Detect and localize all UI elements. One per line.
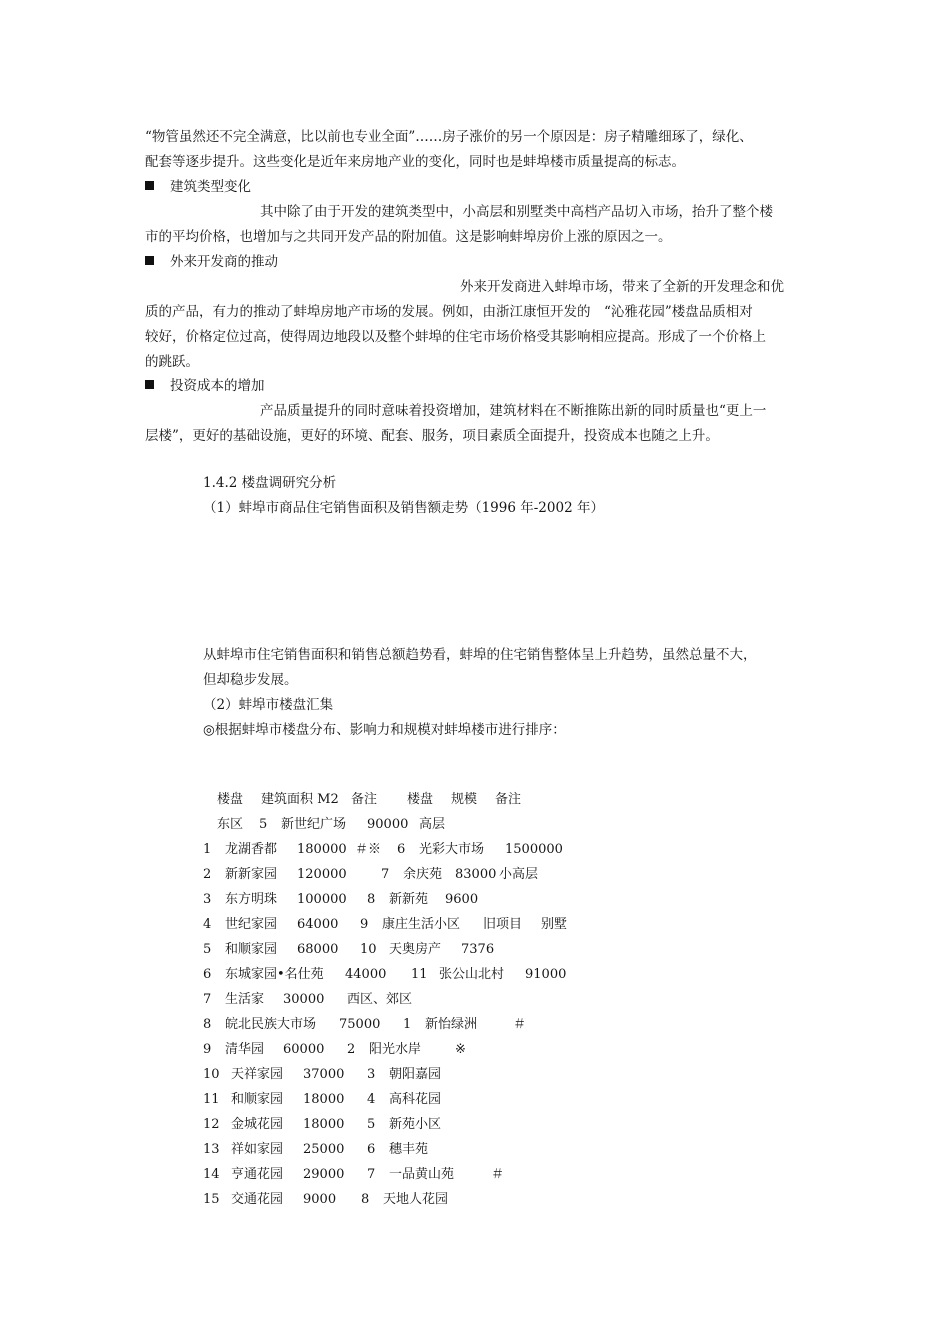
table-cell: 3 [203,892,212,907]
section-line: 产品质量提升的同时意味着投资增加，建筑材料在不断推陈出新的同时质量也“更上一 [260,403,767,419]
section-heading-text: 投资成本的增加 [170,378,265,394]
table-cell: 张公山北村 [439,967,505,982]
table-cell: 30000 [283,992,325,1007]
table-cell: 7 [203,992,212,1007]
table-cell: 和顺家园 [225,942,278,957]
table-cell: 8 [367,892,376,907]
table-cell: 天地人花园 [383,1192,449,1207]
table-cell: 18000 [303,1092,345,1107]
table-cell: 清华园 [225,1042,265,1057]
table-cell: ＃ [513,1017,527,1032]
table-cell: 新世纪广场 [281,817,347,832]
table-cell: 13 [203,1142,220,1157]
table-cell: 1 [203,842,212,857]
table-header-cell: 备注 [351,792,378,807]
table-cell: 6 [203,967,212,982]
subsection-title: 1.4.2 楼盘调研究分析 [203,475,337,491]
table-cell: 亨通花园 [231,1167,284,1182]
table-cell: 11 [411,967,428,982]
table-cell: 60000 [283,1042,325,1057]
table-cell: 西区、郊区 [347,992,413,1007]
section-line: 的跳跃。 [145,354,199,370]
table-cell: 4 [367,1092,376,1107]
table-cell: 东城家园•名仕苑 [225,967,324,982]
table-cell: 一品黄山苑 [389,1167,455,1182]
table-cell: 18000 [303,1117,345,1132]
table-cell: 小高层 [499,867,539,882]
bullet-square-icon [145,380,154,389]
table-cell: 朝阳嘉园 [389,1067,442,1082]
table-cell: 世纪家园 [225,917,278,932]
table-cell: 和顺家园 [231,1092,284,1107]
table-cell: 120000 [297,867,347,882]
section-line: 较好，价格定位过高，使得周边地段以及整个蚌埠的住宅市场价格受其影响相应提高。形成了一个价格上 [145,329,766,345]
table-header-cell: 备注 [495,792,522,807]
table-cell: 6 [397,842,406,857]
table-cell: 75000 [339,1017,381,1032]
table-cell: 68000 [297,942,339,957]
table-cell: 2 [347,1042,356,1057]
table-cell: 5 [367,1117,376,1132]
table-header-cell: 建筑面积 M2 [261,792,339,807]
table-cell: 12 [203,1117,220,1132]
table-cell: 25000 [303,1142,345,1157]
table-cell: 9 [203,1042,212,1057]
table-cell: 1500000 [505,842,563,857]
table-cell: 15 [203,1192,220,1207]
table-cell: ＃ [491,1167,505,1182]
table-cell: 4 [203,917,212,932]
table-cell: 11 [203,1092,220,1107]
table-cell: 余庆苑 [403,867,443,882]
table-cell: 7376 [461,942,495,957]
section-heading-text: 外来开发商的推动 [170,254,278,270]
table-cell: 高科花园 [389,1092,442,1107]
table-cell: 旧项目 [483,917,523,932]
table-cell: 14 [203,1167,220,1182]
table-cell: 83000 [455,867,497,882]
table-cell: 皖北民族大市场 [225,1017,317,1032]
table-cell: 64000 [297,917,339,932]
summary-line-2: 但却稳步发展。 [203,672,298,688]
intro-line-1: “物管虽然还不完全满意，比以前也专业全面”……房子涨价的另一个原因是：房子精雕细琢了，绿化、 [145,129,753,145]
table-cell: 交通花园 [231,1192,284,1207]
subsection-subtitle-1: （1）蚌埠市商品住宅销售面积及销售额走势（1996 年-2002 年） [203,500,604,516]
table-cell: 康庄生活小区 [382,917,461,932]
table-cell: 东方明珠 [225,892,278,907]
table-cell: 10 [360,942,377,957]
table-cell: 新新家园 [225,867,278,882]
table-cell: 3 [367,1067,376,1082]
table-cell: 别墅 [541,917,568,932]
section-line: 质的产品，有力的推动了蚌埠房地产市场的发展。例如，由浙江康恒开发的 “沁雅花园”楼盘品质相对 [145,304,753,320]
table-header-cell: 楼盘 [407,792,434,807]
bullet-square-icon [145,256,154,265]
table-cell: 7 [381,867,390,882]
table-header-cell: 楼盘 [217,792,244,807]
table-cell: 穗丰苑 [389,1142,429,1157]
table-cell: 5 [203,942,212,957]
table-cell: 新怡绿洲 [425,1017,478,1032]
table-cell: 90000 [367,817,409,832]
ranking-note: ◎根据蚌埠市楼盘分布、影响力和规模对蚌埠楼市进行排序： [203,722,566,738]
table-header-cell: 规模 [451,792,478,807]
table-cell: 2 [203,867,212,882]
table-cell: 29000 [303,1167,345,1182]
summary-line-1: 从蚌埠市住宅销售面积和销售总额趋势看，蚌埠的住宅销售整体呈上升趋势，虽然总量不大， [203,647,757,663]
table-cell: 新新苑 [389,892,429,907]
table-cell: 180000 [297,842,347,857]
section-heading-external-developers [145,253,278,271]
table-cell: 东区 [217,817,244,832]
section-line: 层楼”，更好的基础设施，更好的环境、配套、服务，项目素质全面提升，投资成本也随之上升。 [145,428,719,444]
section-line: 其中除了由于开发的建筑类型中，小高层和别墅类中高档产品切入市场，抬升了整个楼 [260,204,773,220]
subsection-subtitle-2: （2）蚌埠市楼盘汇集 [203,697,334,713]
table-cell: 天祥家园 [231,1067,284,1082]
table-cell: 9000 [303,1192,337,1207]
table-cell: 8 [361,1192,370,1207]
table-cell: ※ [455,1042,466,1057]
section-line: 市的平均价格，也增加与之共同开发产品的附加值。这是影响蚌埠房价上涨的原因之一。 [145,229,672,245]
table-cell: 祥如家园 [231,1142,284,1157]
table-cell: 生活家 [225,992,265,1007]
table-cell: 37000 [303,1067,345,1082]
table-cell: 金城花园 [231,1117,284,1132]
table-cell: 44000 [345,967,387,982]
table-cell: 10 [203,1067,220,1082]
table-cell: 9 [360,917,369,932]
table-cell: 8 [203,1017,212,1032]
section-line: 外来开发商进入蚌埠市场，带来了全新的开发理念和优 [460,279,784,295]
table-cell: 100000 [297,892,347,907]
bullet-square-icon [145,181,154,190]
table-cell: 9600 [445,892,479,907]
section-heading-text: 建筑类型变化 [170,179,251,195]
table-cell: 阳光水岸 [369,1042,422,1057]
table-cell: 1 [403,1017,412,1032]
intro-line-2: 配套等逐步提升。这些变化是近年来房地产业的变化，同时也是蚌埠楼市质量提高的标志。 [145,154,685,170]
section-heading-building-type [145,178,251,196]
table-cell: 91000 [525,967,567,982]
table-cell: 7 [367,1167,376,1182]
table-cell: 龙湖香都 [225,842,278,857]
table-cell: 天奥房产 [389,942,442,957]
table-cell: 光彩大市场 [419,842,485,857]
table-cell: 新苑小区 [389,1117,442,1132]
table-cell: 5 [259,817,268,832]
table-cell: ＃※ [355,842,382,857]
section-heading-investment-cost [145,377,265,395]
table-cell: 6 [367,1142,376,1157]
table-cell: 高层 [419,817,446,832]
